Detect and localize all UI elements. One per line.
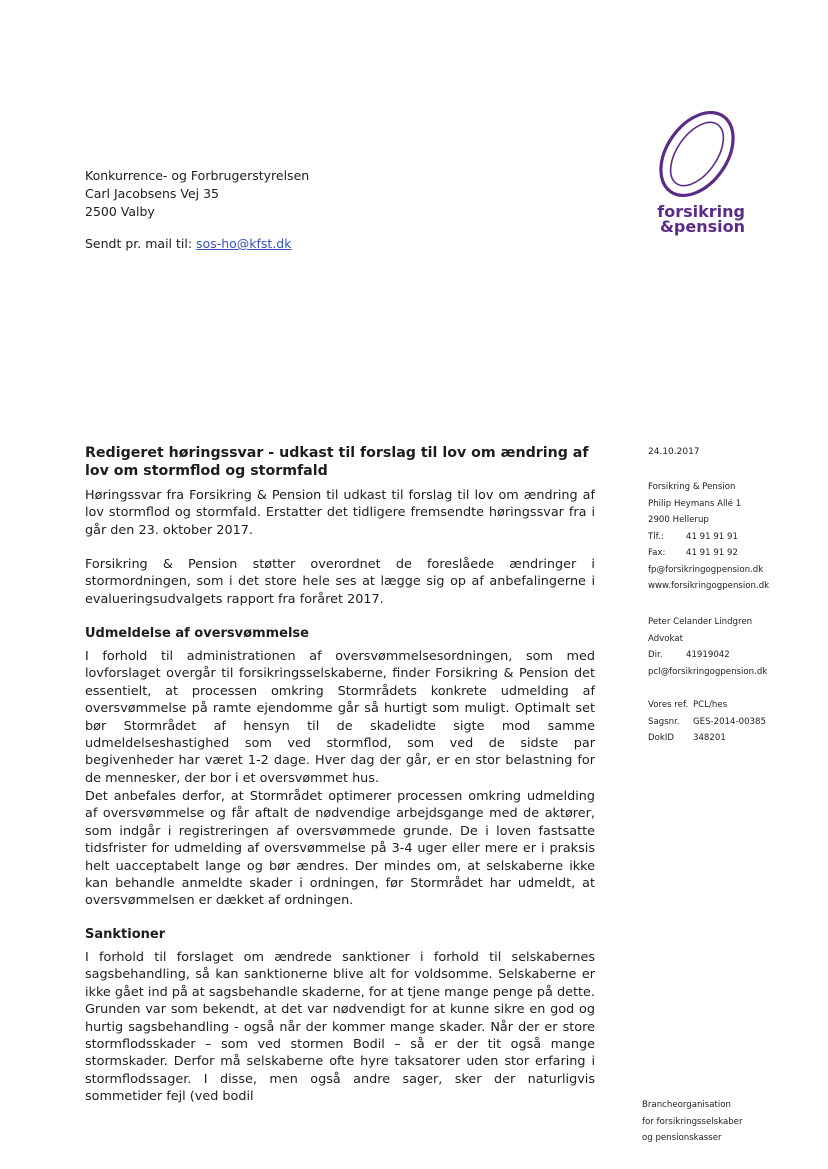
section-1-paragraph-2	[85, 788, 595, 910]
doc-id-label: DokID	[648, 733, 675, 743]
recipient-street: Carl Jacobsens Vej 35	[85, 186, 220, 201]
case-number-value: GES-2014-00385	[693, 716, 766, 727]
logo-wordmark	[637, 204, 745, 234]
document-date: 24.10.2017	[648, 447, 700, 457]
document-title: Redigeret høringssvar - udkast til forslag til lov om ændring af lov om stormflod og stormfald	[85, 445, 589, 479]
sender-website[interactable]: www.forsikringogpension.dk	[648, 581, 770, 591]
section-2-heading: Sanktioner	[85, 927, 166, 942]
logo-line-1: forsikring	[657, 202, 745, 221]
sender-email[interactable]: fp@forsikringogpension.dk	[648, 564, 764, 575]
phone-value: 41 91 91 91	[686, 531, 738, 542]
direct-phone-value: 41919042	[686, 650, 730, 660]
section-1-p2-text: Det anbefales derfor, at Stormrådet optimerer processen omkring udmelding af oversvømmelse og får aftalt de nødvendige arbejdsgange med de aktører, som indgår i registreringen af oversvømmede grunde. De i loven fastsatte tidsfrister for udmelding af oversvømmelse på 3-4 uger eller mere er i praksis helt uacceptabelt lange og bør ændres. Der mindes om, at selskaberne ikke kan behandle anmeldte skader i ordningen, før Stormrådet har udmeldt, at oversvømmelsen er dækket af ordningen.	[85, 789, 595, 909]
reference-block	[648, 697, 766, 747]
intro-paragraph	[85, 487, 595, 539]
section-1-heading: Udmeldelse af oversvømmelse	[85, 626, 309, 641]
doc-id-row	[648, 730, 766, 747]
paragraph-2-text: Forsikring & Pension støtter overordnet de foreslåede ændringer i stormordningen, som i det store hele ses at lægge sig op af anbefalingerne i evalueringsudvalgets rapport fra foråret 2017.	[85, 557, 595, 607]
fax-value: 41 91 91 92	[686, 548, 738, 558]
intro-text: Høringssvar fra Forsikring & Pension til udkast til forslag til lov om ændring af lov stormflod og stormfald. Erstatter det tidligere fremsendte høringssvar fra i går den 23. oktober 2017.	[85, 488, 595, 538]
company-logo	[637, 108, 757, 238]
footer-line-3: og pensionskasser	[642, 1133, 722, 1143]
paragraph-2	[85, 556, 595, 608]
phone-label: Tlf.:	[648, 531, 664, 542]
sent-by-mail-line	[85, 236, 291, 251]
section-1-p1-text: I forhold til administrationen af oversvømmelsesordningen, som med lovforslaget overgår til forsikringsselskaberne, finder Forsikring & Pension det essentielt, at processen omkring Stormrådets konkrete udmelding af oversvømmelse på ramte ejendomme går så hurtigt som muligt. Optimalt set bør Stormrådet af hensyn til de skadelidte sigte mod samme udmeldelseshastighed som ved stormflod, som ved de sidste par begivenheder har været 1-2 dage. Hver dag der går, er en stor belastning for de mennesker, der bor i et oversvømmet hus.	[85, 649, 595, 786]
recipient-city: 2500 Valby	[85, 204, 155, 219]
sender-city: 2900 Hellerup	[648, 515, 709, 525]
section-1-paragraph-1	[85, 648, 595, 787]
sender-block	[648, 479, 769, 595]
case-number-row	[648, 714, 766, 731]
contact-email[interactable]: pcl@forsikringogpension.dk	[648, 666, 768, 677]
contact-title: Advokat	[648, 633, 683, 644]
ref-value: PCL/hes	[693, 700, 728, 710]
recipient-name: Konkurrence- og Forbrugerstyrelsen	[85, 168, 310, 183]
contact-name: Peter Celander Lindgren	[648, 617, 753, 627]
footer-line-1: Brancheorganisation	[642, 1100, 732, 1110]
ref-row	[648, 697, 766, 714]
logo-ellipse-icon	[637, 108, 757, 204]
section-2-paragraph-1	[85, 949, 595, 1106]
contact-block	[648, 614, 767, 680]
logo-line-2: &pension	[659, 217, 745, 236]
sender-org: Forsikring & Pension	[648, 482, 736, 492]
recipient-email-link[interactable]: sos-ho@kfst.dk	[196, 236, 292, 251]
direct-phone-label: Dir.	[648, 650, 663, 660]
case-number-label: Sagsnr.	[648, 716, 680, 727]
fax-row	[648, 545, 769, 562]
phone-row	[648, 529, 769, 546]
sent-label: Sendt pr. mail til:	[85, 236, 193, 251]
footer-line-2: for forsikringsselskaber	[642, 1116, 743, 1127]
section-2-p1-text: I forhold til forslaget om ændrede sanktioner i forhold til selskabernes sagsbehandling, så kan sanktionerne blive alt for voldsomme. Selskaberne er ikke gået ind på at sagsbehandle skaderne, for at tjene mange penge på dette. Grunden var som bekendt, at det var nødvendigt for at kunne sikre en god og hurtig sagsbehandling - også når der kommer mange skader. Når der er store stormflodsskader – som ved stormen Bodil – så er der tit også mange stormskader. Derfor må selskaberne ofte hyre taksatorer uden stor erfaring i stormflodssager. I disse, men også andre sager, sker der naturligvis sommetider fejl (ved bodil	[85, 950, 595, 1105]
fax-label: Fax:	[648, 548, 666, 558]
direct-phone-row	[648, 647, 767, 664]
doc-id-value: 348201	[693, 733, 726, 743]
ref-label: Vores ref.	[648, 700, 689, 710]
sender-street: Philip Heymans Allé 1	[648, 498, 742, 509]
footer-description	[642, 1097, 743, 1147]
recipient-address	[85, 167, 309, 221]
